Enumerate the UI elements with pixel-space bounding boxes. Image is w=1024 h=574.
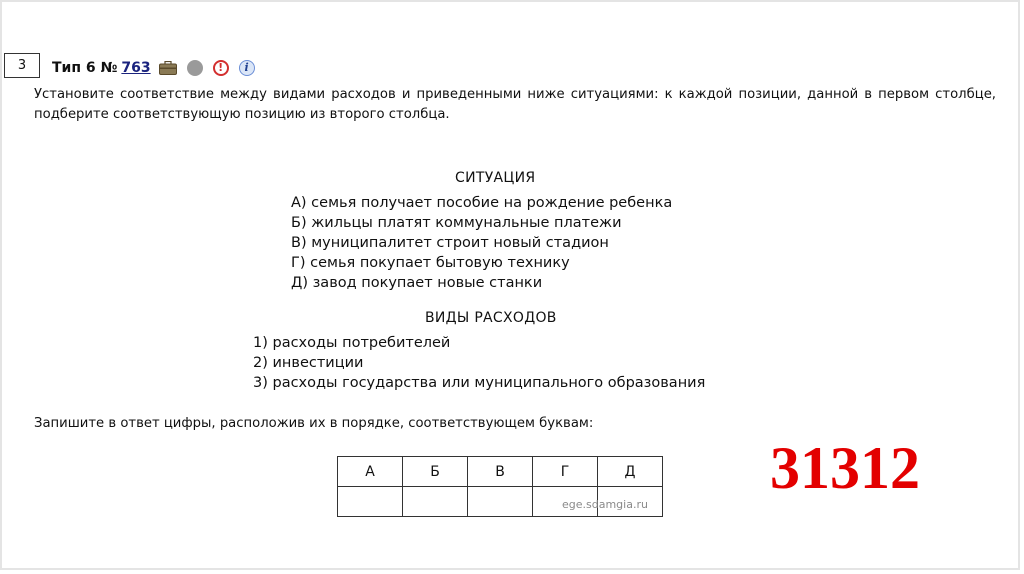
- list-item: В) муниципалитет строит новый стадион: [291, 235, 609, 251]
- list-item: 2) инвестиции: [253, 355, 364, 371]
- answer-header-cell: Б: [403, 457, 468, 487]
- briefcase-icon[interactable]: [159, 61, 177, 75]
- gray-circle-icon[interactable]: [187, 60, 203, 76]
- situations-list: [291, 193, 672, 293]
- answer-input-cell[interactable]: [338, 487, 403, 517]
- task-type-label: Тип 6 №: [52, 60, 118, 76]
- situations-title: СИТУАЦИЯ: [455, 170, 536, 186]
- list-item: Б) жильцы платят коммунальные платежи: [291, 215, 622, 231]
- warning-icon[interactable]: !: [213, 60, 229, 76]
- list-item: 1) расходы потребителей: [253, 335, 451, 351]
- expenses-list: [253, 333, 705, 393]
- list-item: А) семья получает пособие на рождение ребенка: [291, 195, 673, 211]
- answer-input-cell[interactable]: [468, 487, 533, 517]
- answer-header-cell: Д: [598, 457, 663, 487]
- task-number-link[interactable]: 763: [121, 60, 151, 76]
- answer-header-cell: Г: [533, 457, 598, 487]
- task-header: [52, 58, 255, 78]
- answer-input-cell[interactable]: [403, 487, 468, 517]
- task-number-box: 3: [4, 53, 40, 78]
- answer-instruction: Запишите в ответ цифры, расположив их в порядке, соответствующем буквам:: [34, 416, 594, 431]
- list-item: Г) семья покупает бытовую технику: [291, 255, 570, 271]
- expenses-title: ВИДЫ РАСХОДОВ: [425, 310, 557, 326]
- list-item: 3) расходы государства или муниципального образования: [253, 375, 706, 391]
- table-row: [338, 457, 663, 487]
- task-prompt: Установите соответствие между видами расходов и приведенными ниже ситуациями: к каждой позиции, данной в первом столбце, подберите соответствующую позицию из второго столбца.: [34, 87, 996, 122]
- answer-value: 31312: [770, 435, 920, 501]
- answer-header-cell: В: [468, 457, 533, 487]
- site-watermark: ege.sdamgia.ru: [562, 498, 648, 511]
- list-item: Д) завод покупает новые станки: [291, 275, 543, 291]
- answer-header-cell: А: [338, 457, 403, 487]
- info-icon[interactable]: i: [239, 60, 255, 76]
